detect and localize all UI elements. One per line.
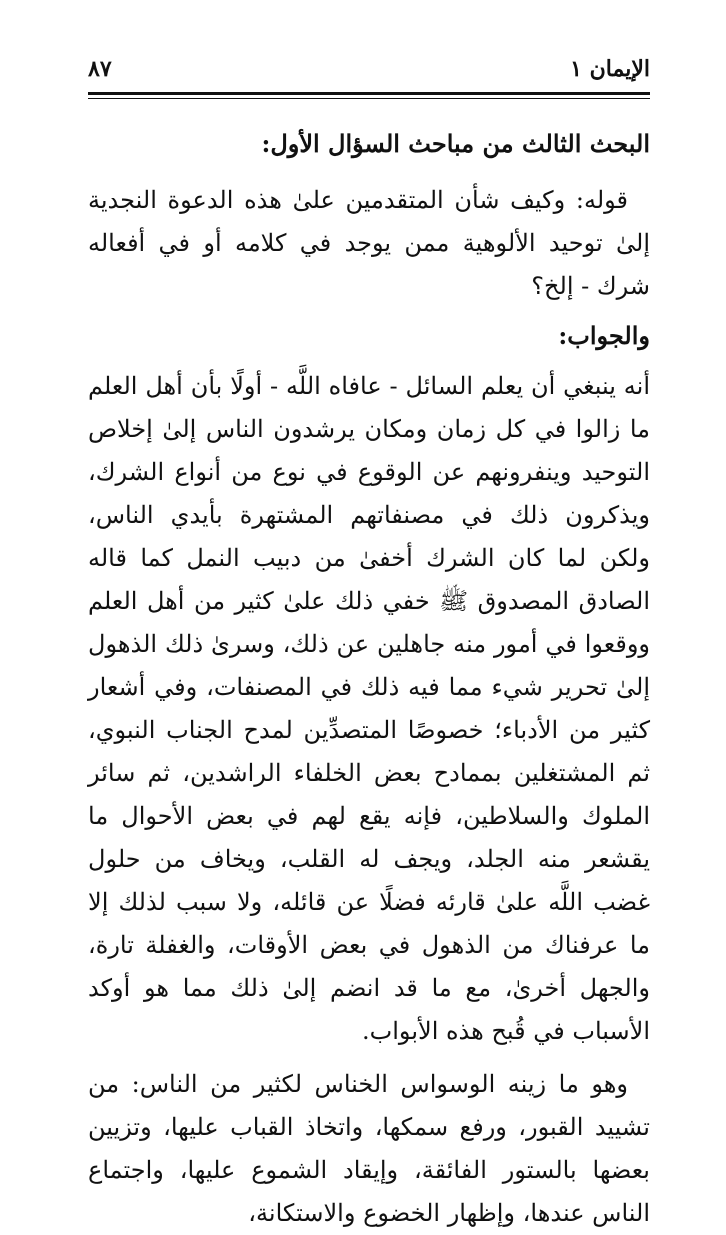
page-header: [88, 56, 650, 86]
running-title: الإيمان ١: [570, 56, 650, 82]
question-paragraph: قوله: وكيف شأن المتقدمين علىٰ هذه الدعوة النجدية إلىٰ توحيد الألوهية ممن يوجد في كلامه أو في أفعاله شرك - إلخ؟: [88, 186, 650, 300]
answer-paragraph-2: وهو ما زينه الوسواس الخناس لكثير من الناس: من تشييد القبور، ورفع سمكها، واتخاذ القباب عليها، وتزيين بعضها بالستور الفائقة، وإيقاد الشموع عليها، واجتماع الناس عندها، وإظهار الخضوع والاستكانة،: [88, 1070, 650, 1227]
page-body: [88, 122, 650, 1235]
header-rule-thin: [88, 98, 650, 99]
header-rule-thick: [88, 92, 650, 95]
answer-heading: والجواب:: [558, 321, 650, 350]
page-number: ٨٧: [88, 56, 112, 82]
section-heading: البحث الثالث من مباحث السؤال الأول:: [261, 129, 650, 158]
answer-paragraph-1: أنه ينبغي أن يعلم السائل - عافاه اللَّه - أولًا بأن أهل العلم ما زالوا في كل زمان ومكان يرشدون الناس إلىٰ إخلاص التوحيد وينفرونهم عن الوقوع في نوع من أنواع الشرك، ويذكرون ذلك في مصنفاتهم المشتهرة بأيدي الناس، ولكن لما كان الشرك أخفىٰ من دبيب النمل كما قاله الصادق المصدوق ﷺ خفي ذلك علىٰ كثير من أهل العلم ووقعوا في أمور منه جاهلين عن ذلك، وسرىٰ ذلك الذهول إلىٰ تحرير شيء مما فيه ذلك في المصنفات، وفي أشعار كثير من الأدباء؛ خصوصًا المتصدِّين لمدح الجناب النبوي، ثم المشتغلين بممادح بعض الخلفاء الراشدين، ثم سائر الملوك والسلاطين، فإنه يقع لهم في بعض الأحوال ما يقشعر منه الجلد، ويجف له القلب، ويخاف من حلول غضب اللَّه علىٰ قارئه فضلًا عن قائله، ولا سبب لذلك إلا ما عرفناك من الذهول في بعض الأوقات، والغفلة تارة، والجهل أخرىٰ، مع ما قد انضم إلىٰ ذلك مما هو أوكد الأسباب في قُبح هذه الأبواب.: [88, 372, 651, 1045]
